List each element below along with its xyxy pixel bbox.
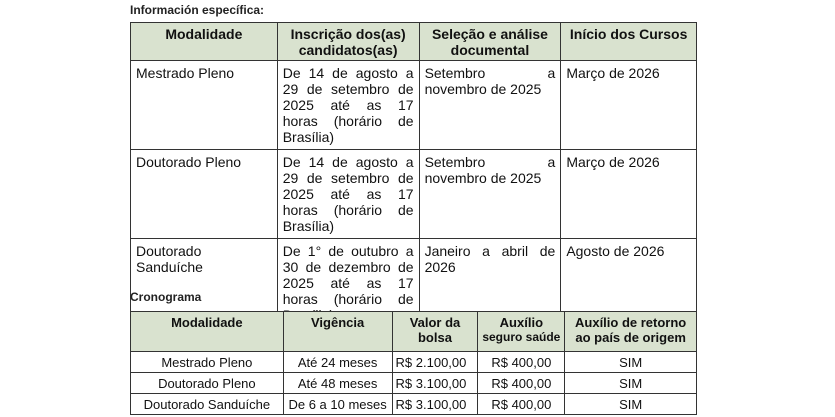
table-row [131,394,697,415]
cell-inscricao: De 14 de agosto a 29 de setembro de 2025 até as 17 horas (horário de Brasília) [277,61,419,150]
header-auxilio-line1: Auxílio [499,315,544,330]
cell-modalidade: Mestrado Pleno [131,61,278,150]
table-row [131,373,697,394]
cell-modalidade: Doutorado Pleno [131,373,284,394]
cell-modalidade: Doutorado Pleno [131,150,278,239]
cell-valor: R$ 3.100,00 [392,394,478,415]
header-selecao: Seleção e análise documental [419,23,561,61]
cell-retorno: SIM [565,394,697,415]
cell-selecao: Janeiro a abril de 2026 [419,239,561,328]
header-retorno: Auxílio de retorno ao país de origem [565,312,697,352]
cell-selecao: Setembro a novembro de 2025 [419,61,561,150]
header-auxilio-line2: seguro saúde [482,330,561,344]
cell-vigencia: Até 48 meses [283,373,392,394]
cell-modalidade: Doutorado Sanduíche [131,394,284,415]
header-valor: Valor da bolsa [392,312,478,352]
cell-inicio: Março de 2026 [561,61,697,150]
table-row [131,352,697,373]
cell-selecao: Setembro a novembro de 2025 [419,150,561,239]
info-table [130,22,697,328]
header-inicio: Início dos Cursos [561,23,697,61]
header-modalidade: Modalidade [131,312,284,352]
cell-retorno: SIM [565,352,697,373]
cronograma-table [130,311,697,415]
cell-vigencia: De 6 a 10 meses [283,394,392,415]
header-auxilio [478,312,565,352]
info-section-title: Información específica: [130,3,265,17]
info-table-header [131,23,697,61]
cell-vigencia: Até 24 meses [283,352,392,373]
cell-modalidade: Doutorado Sanduíche [131,239,278,328]
cell-inicio: Março de 2026 [561,150,697,239]
cell-valor: R$ 2.100,00 [392,352,478,373]
table-row [131,61,697,150]
cell-auxilio: R$ 400,00 [478,373,565,394]
cronograma-title: Cronograma [130,290,202,304]
cell-retorno: SIM [565,373,697,394]
cell-auxilio: R$ 400,00 [478,394,565,415]
cell-auxilio: R$ 400,00 [478,352,565,373]
cell-modalidade: Mestrado Pleno [131,352,284,373]
cell-valor: R$ 3.100,00 [392,373,478,394]
cell-inscricao: De 14 de agosto a 29 de setembro de 2025 até as 17 horas (horário de Brasília) [277,150,419,239]
cronograma-header [131,312,697,352]
header-modalidade: Modalidade [131,23,278,61]
table-row [131,150,697,239]
cell-inicio: Agosto de 2026 [561,239,697,328]
header-vigencia: Vigência [283,312,392,352]
cell-inscricao: De 1° de outubro a 30 de dezembro de 2025 até as 17 horas (horário de [277,239,419,328]
header-inscricao: Inscrição dos(as) candidatos(as) [277,23,419,61]
